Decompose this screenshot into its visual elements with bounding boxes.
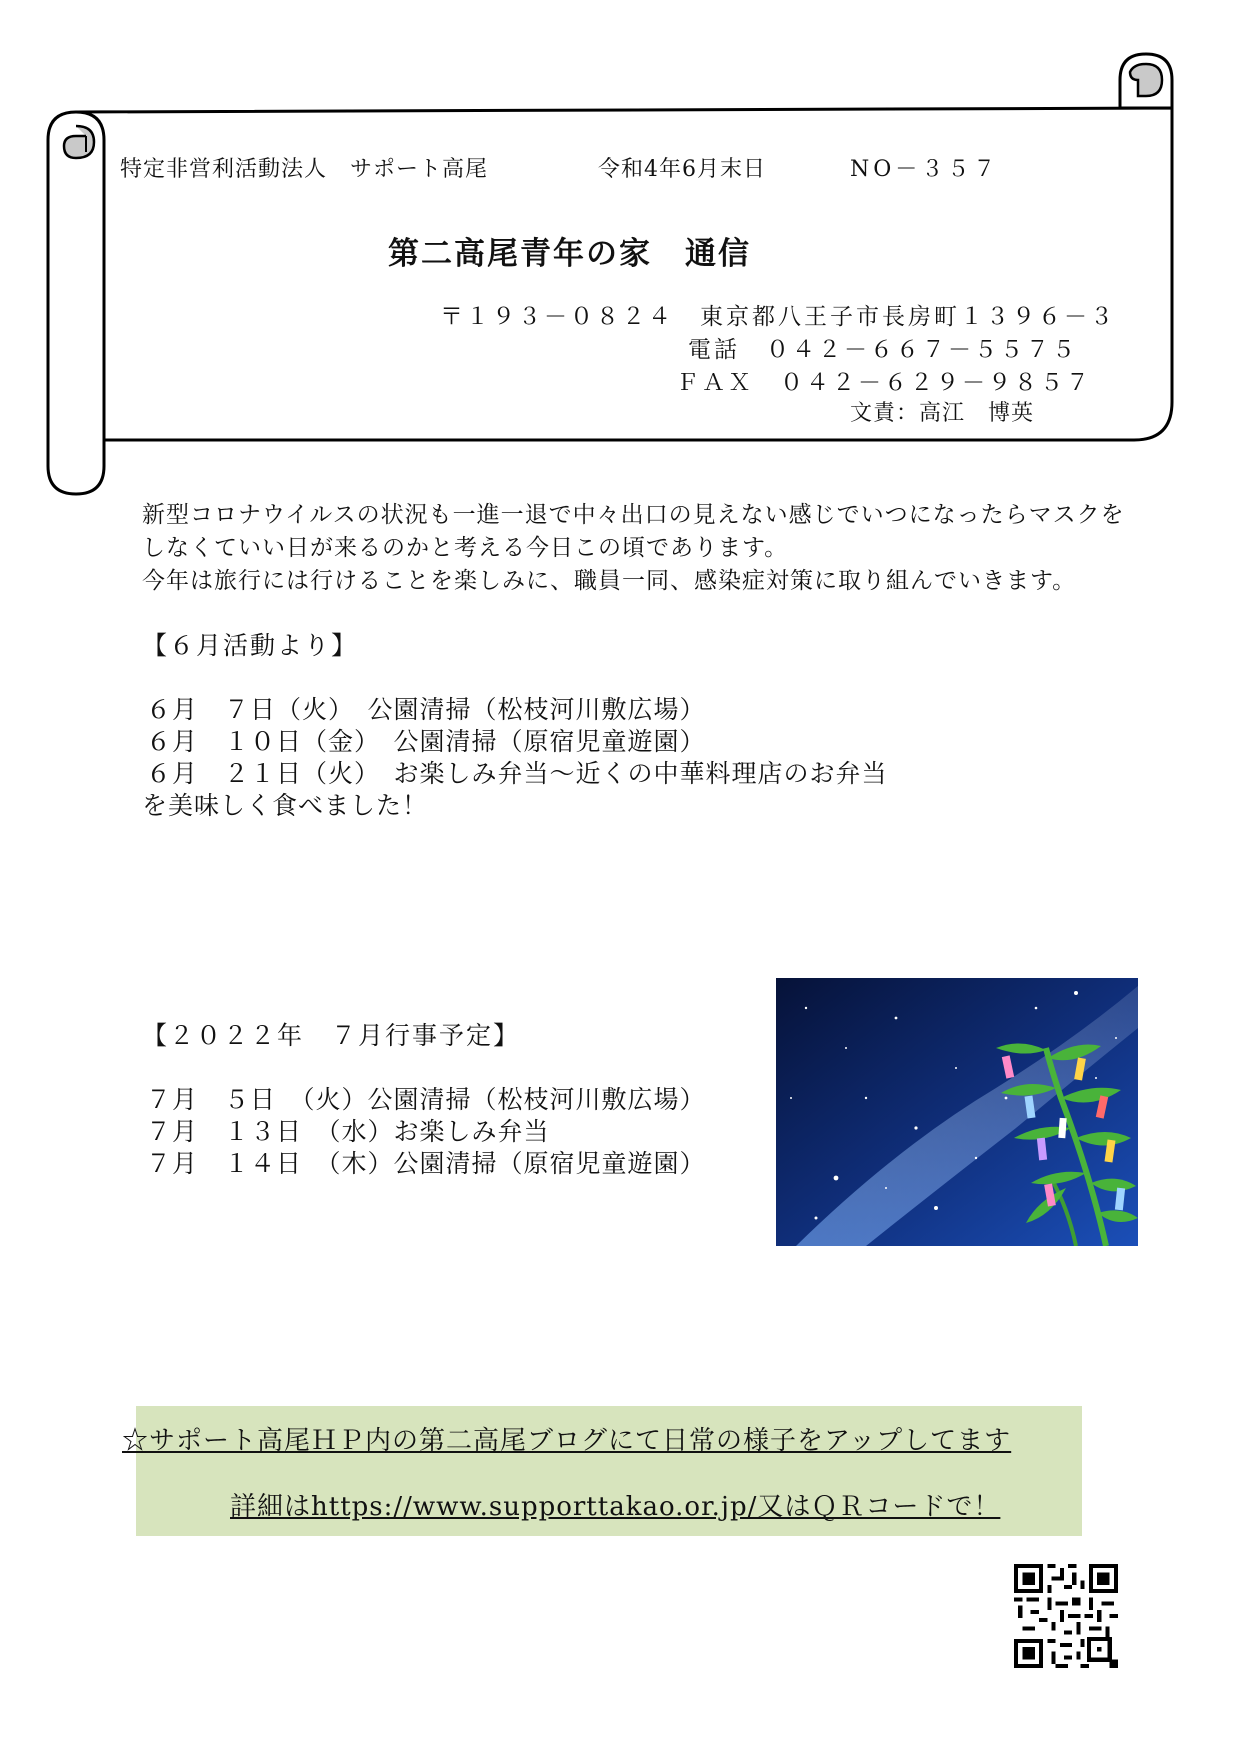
blog-notice-box: [122, 1406, 1082, 1536]
july-event-3: ７月 １４日 （木）公園清掃（原宿児童遊園）: [146, 1149, 706, 1178]
org-name: 特定非営利活動法人 サポート高尾: [120, 157, 489, 182]
intro-line-2: しなくていい日が来るのかと考える今日この頃であります。: [142, 535, 789, 561]
june-event-3: ６月 ２１日（火） お楽しみ弁当～近くの中華料理店のお弁当: [146, 759, 888, 788]
blog-notice-line[interactable]: ☆サポート高尾ＨＰ内の第二高尾ブログにて日常の様子をアップしてます: [122, 1426, 1012, 1456]
july-event-1: ７月 ５日 （火）公園清掃（松枝河川敷広場）: [146, 1085, 706, 1114]
june-event-2: ６月 １０日（金） 公園清掃（原宿児童遊園）: [146, 727, 706, 756]
issue-number: NO－３５７: [850, 157, 1000, 182]
issue-date: 令和4年6月末日: [598, 157, 766, 182]
fax-number: ＦＡＸ ０４２－６２９－９８５７: [676, 370, 1092, 396]
postal-address: 〒１９３－０８２４ 東京都八王子市長房町１３９６－３: [440, 304, 1116, 330]
qr-code[interactable]: [1014, 1564, 1118, 1668]
june-event-1: ６月 ７日（火） 公園清掃（松枝河川敷広場）: [146, 695, 706, 724]
night-sky: [776, 978, 1138, 1246]
tanabata-bamboo-image: [776, 978, 1138, 1246]
june-heading: 【６月活動より】: [142, 631, 359, 660]
june-event-3-cont: を美味しく食べました！: [142, 791, 429, 820]
intro-line-1: 新型コロナウイルスの状況も一進一退で中々出口の見えない感じでいつになったらマスクを: [142, 502, 1125, 528]
scroll-left-roll: [48, 112, 104, 494]
intro-line-3: 今年は旅行には行けることを楽しみに、職員一同、感染症対策に取り組んでいきます。: [142, 568, 1077, 594]
author: 文責：高江 博英: [850, 401, 1035, 426]
newsletter-title: 第二高尾青年の家 通信: [388, 236, 751, 272]
july-event-2: ７月 １３日 （水）お楽しみ弁当: [146, 1117, 550, 1146]
phone-number: 電話 ０４２－６６７－５５７５: [688, 337, 1078, 363]
july-heading: 【２０２２年 ７月行事予定】: [142, 1021, 521, 1050]
website-link[interactable]: 詳細はhttps://www.supporttakao.or.jp/又はＱＲコードで！: [230, 1492, 1001, 1522]
